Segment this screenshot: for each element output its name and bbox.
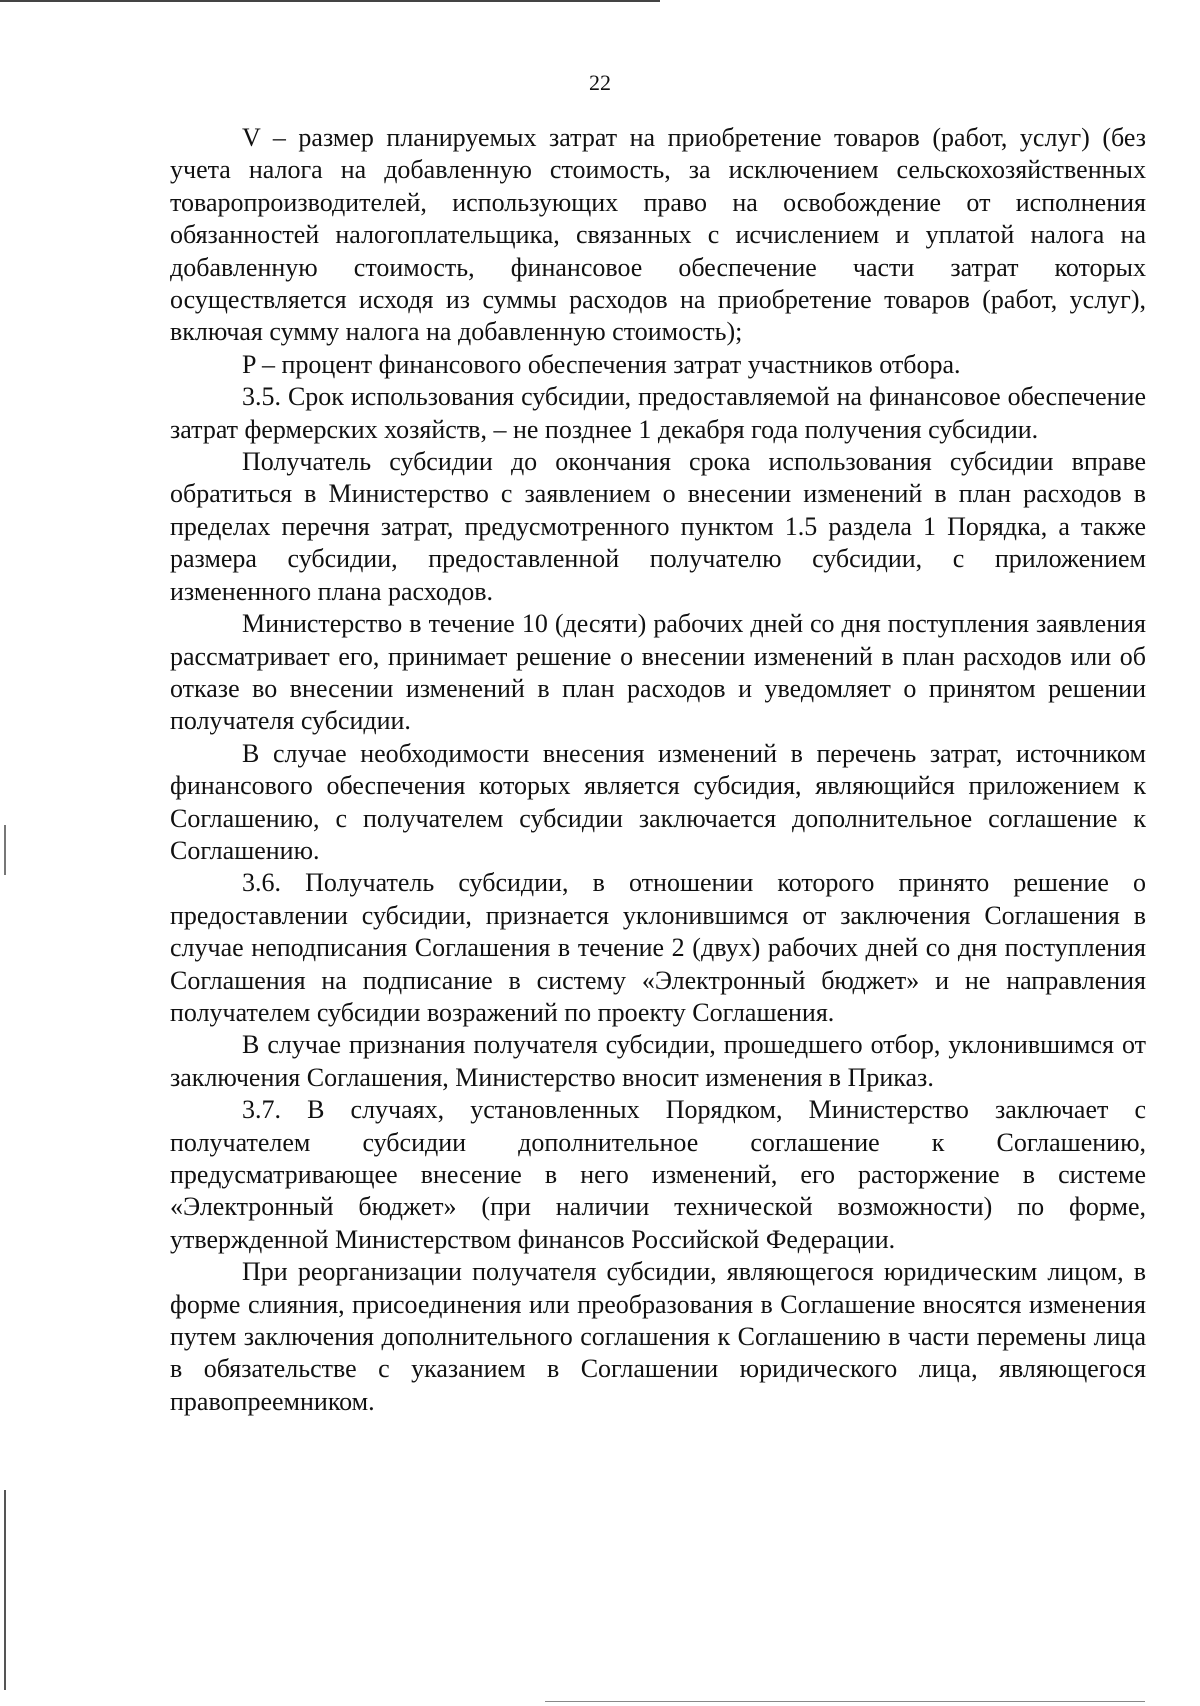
page-number: 22 [589,70,611,95]
scan-artifact-left-mark [4,825,6,875]
paragraph-plan-change-request: Получатель субсидии до окончания срока использования субсидии вправе обратиться в Министерство с заявлением о внесении изменений в план расходов в пределах перечня затрат, предусмотренного пунктом 1.5 раздела 1 Порядка, а также размера субсидии, предоставленной получателю субсидии, с приложением измененного плана расходов. [170,447,1146,606]
paragraph-reorganization: При реорганизации получателя субсидии, являющегося юридическим лицом, в форме слияния, присоединения или преобразования в Соглашение вносятся изменения путем заключения дополнительного соглашения к Соглашению в части перемены лица в обязательстве с указанием в Соглашении юридического лица, являющегося правопреемником. [170,1257,1146,1416]
paragraph-cost-list-change: В случае необходимости внесения изменений в перечень затрат, источником финансового обеспечения которых является субсидия, являющийся приложением к Соглашению, с получателем субсидии заключается дополнительное соглашение к Соглашению. [170,738,1146,865]
paragraph-3-7: 3.7. В случаях, установленных Порядком, Министерство заключает с получателем субсидии дополнительное соглашение к Соглашению, предусматривающее внесение в него изменений, его расторжение в системе «Электронный бюджет» (при наличии технической возможности) по форме, утвержденной Министерством финансов Российской Федерации. [170,1095,1146,1254]
scan-artifact-top-line [0,0,660,2]
paragraph-3-5: 3.5. Срок использования субсидии, предоставляемой на финансовое обеспечение затрат фермерских хозяйств, – не позднее 1 декабря года получения субсидии. [170,382,1146,444]
paragraph-ministry-review: Министерство в течение 10 (десяти) рабочих дней со дня поступления заявления рассматривает его, принимает решение о внесении изменений в план расходов или об отказе во внесении изменений в план расходов и уведомляет о принятом решении получателя субсидии. [170,609,1146,736]
paragraph-v-definition: V – размер планируемых затрат на приобретение товаров (работ, услуг) (без учета налога на добавленную стоимость, за исключением сельскохозяйственных товаропроизводителей, использующих право на освобождение от исполнения обязанностей налогоплательщика, связанных с исчислением и уплатой налога на добавленную стоимость, финансовое обеспечение части затрат которых осуществляется исходя из суммы расходов на приобретение товаров (работ, услуг), включая сумму налога на добавленную стоимость); [170,123,1146,347]
scan-artifact-left-edge [4,1490,6,1690]
paragraph-3-6: 3.6. Получатель субсидии, в отношении которого принято решение о предоставлении субсидии, признается уклонившимся от заключения Соглашения в случае неподписания Соглашения в течение 2 (двух) рабочих дней со дня поступления Соглашения на подписание в систему «Электронный бюджет» и не направления получателем субсидии возражений по проекту Соглашения. [170,868,1146,1027]
paragraph-p-definition: P – процент финансового обеспечения затрат участников отбора. [242,349,961,379]
scan-artifact-bottom-line [545,1701,1145,1702]
document-body [170,122,1146,1418]
paragraph-evasion: В случае признания получателя субсидии, прошедшего отбор, уклонившимся от заключения Соглашения, Министерство вносит изменения в Приказ. [170,1030,1146,1092]
